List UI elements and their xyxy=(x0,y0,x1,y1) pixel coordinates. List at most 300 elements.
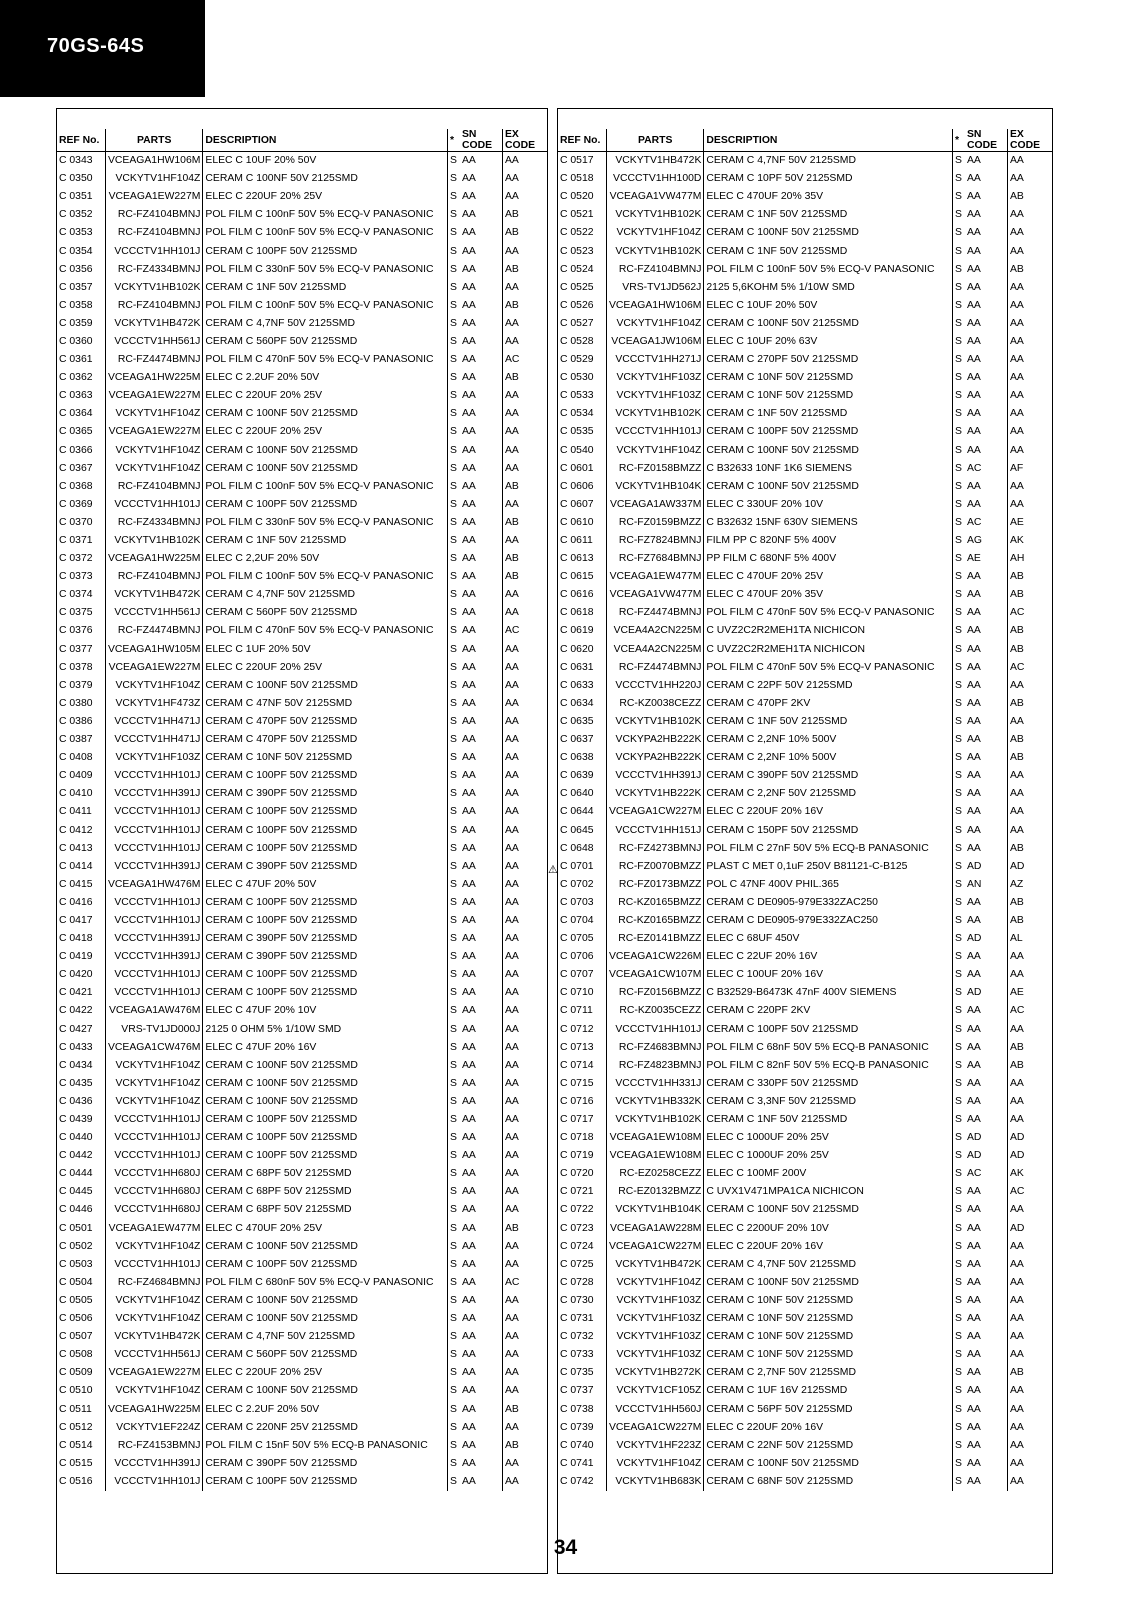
description-cell: CERAM C 390PF 50V 2125SMD xyxy=(203,785,448,803)
star-cell: S xyxy=(448,1129,461,1147)
sn-code-cell: AA xyxy=(462,860,476,872)
table-row xyxy=(558,695,1052,713)
table-row xyxy=(57,966,547,984)
table-row xyxy=(558,460,1052,478)
parts-cell: RC-FZ0158BMZZ xyxy=(607,460,704,478)
table-row xyxy=(57,1238,547,1256)
description-cell: ELEC C 10UF 20% 50V xyxy=(203,152,448,171)
ex-code-cell: AA xyxy=(1008,351,1053,369)
parts-cell: VCKYTV1HF104Z xyxy=(607,1274,704,1292)
description-cell: CERAM C 220PF 2KV xyxy=(704,1002,953,1020)
ref-cell: C 0718 xyxy=(560,1132,594,1144)
ex-code-cell: AA xyxy=(503,749,548,767)
ref-cell: C 0434 xyxy=(59,1059,93,1071)
description-cell: CERAM C 100NF 50V 2125SMD xyxy=(704,224,953,242)
ref-cell: C 0722 xyxy=(560,1204,594,1216)
star-cell: S xyxy=(448,387,461,405)
ex-code-cell: AA xyxy=(503,1238,548,1256)
table-row xyxy=(57,1473,547,1491)
ex-code-cell: AA xyxy=(1008,948,1053,966)
ref-cell: C 0534 xyxy=(560,408,594,420)
ref-cell: C 0509 xyxy=(59,1367,93,1379)
parts-cell: RC-FZ4683BMNJ xyxy=(607,1039,704,1057)
table-row xyxy=(57,514,547,532)
parts-cell: VCEAGA1VW477M xyxy=(607,188,704,206)
ex-code-cell: AA xyxy=(1008,1256,1053,1274)
description-cell: POL FILM C 100nF 50V 5% ECQ-V PANASONIC xyxy=(203,568,448,586)
star-cell: S xyxy=(953,1364,966,1382)
ref-cell: C 0418 xyxy=(59,933,93,945)
sn-code-cell: AC xyxy=(967,1168,982,1180)
parts-table-left-panel xyxy=(56,108,548,1574)
ex-code-cell: AA xyxy=(503,1364,548,1382)
table-row xyxy=(558,948,1052,966)
ref-cell: C 0640 xyxy=(560,788,594,800)
ex-code-cell: AB xyxy=(503,1220,548,1238)
parts-table-right-panel xyxy=(557,108,1053,1574)
star-cell: S xyxy=(953,677,966,695)
ex-code-cell: AA xyxy=(503,460,548,478)
ex-code-cell: AA xyxy=(1008,405,1053,423)
parts-cell: VCKYTV1HF223Z xyxy=(607,1437,704,1455)
star-cell: S xyxy=(448,803,461,821)
ref-cell: C 0633 xyxy=(560,679,594,691)
table-row xyxy=(57,858,547,876)
ex-code-cell: AB xyxy=(503,206,548,224)
sn-code-cell: AA xyxy=(462,191,476,203)
table-row xyxy=(558,261,1052,279)
ref-cell: C 0427 xyxy=(59,1023,93,1035)
ref-cell: C 0702 xyxy=(560,878,594,890)
star-cell: S xyxy=(953,460,966,478)
description-cell: CERAM C 560PF 50V 2125SMD xyxy=(203,333,448,351)
sn-code-cell: AA xyxy=(462,1421,476,1433)
header-sn-code: SN CODE xyxy=(965,129,1008,152)
table-row xyxy=(57,315,547,333)
ref-cell: C 0714 xyxy=(560,1059,594,1071)
parts-cell: VCKYTV1HB102K xyxy=(607,206,704,224)
description-cell: POL FILM C 470nF 50V 5% ECQ-V PANASONIC xyxy=(704,659,953,677)
ex-code-cell: AB xyxy=(1008,749,1053,767)
star-cell: S xyxy=(953,1473,966,1491)
parts-cell: VCEAGA1HW476M xyxy=(106,876,203,894)
parts-cell: RC-FZ4823BMNJ xyxy=(607,1057,704,1075)
star-cell: S xyxy=(953,586,966,604)
ref-cell: C 0620 xyxy=(560,643,594,655)
sn-code-cell: AA xyxy=(967,173,981,185)
star-cell: S xyxy=(953,423,966,441)
ex-code-cell: AA xyxy=(503,695,548,713)
parts-cell: VCKYTV1HB102K xyxy=(106,279,203,297)
star-cell: S xyxy=(448,188,461,206)
parts-cell: VCKYTV1HF104Z xyxy=(106,677,203,695)
parts-cell: VCKYTV1HF103Z xyxy=(607,1292,704,1310)
star-cell: S xyxy=(953,1346,966,1364)
ref-cell: C 0503 xyxy=(59,1258,93,1270)
table-row xyxy=(558,297,1052,315)
star-cell: S xyxy=(448,948,461,966)
ref-cell: C 0387 xyxy=(59,734,93,746)
sn-code-cell: AA xyxy=(462,1077,476,1089)
table-row xyxy=(558,858,1052,876)
ref-cell: C 0616 xyxy=(560,589,594,601)
star-cell: S xyxy=(448,1165,461,1183)
ref-cell: C 0711 xyxy=(560,1005,593,1017)
parts-cell: VCCCTV1HH561J xyxy=(106,333,203,351)
table-row xyxy=(57,876,547,894)
sn-code-cell: AA xyxy=(967,679,981,691)
description-cell: CERAM C 1NF 50V 2125SMD xyxy=(704,405,953,423)
description-cell: CERAM C 4,7NF 50V 2125SMD xyxy=(203,586,448,604)
parts-cell: RC-FZ4474BMNJ xyxy=(106,622,203,640)
parts-cell: VCCCTV1HH391J xyxy=(106,1455,203,1473)
sn-code-cell: AA xyxy=(462,155,476,167)
table-row xyxy=(57,1093,547,1111)
ref-cell: C 0412 xyxy=(59,824,93,836)
star-cell: S xyxy=(953,1165,966,1183)
sn-code-cell: AD xyxy=(967,1132,982,1144)
star-cell: S xyxy=(953,1075,966,1093)
sn-code-cell: AA xyxy=(967,281,981,293)
sn-code-cell: AA xyxy=(462,480,476,492)
star-cell: S xyxy=(448,224,461,242)
table-row xyxy=(558,1256,1052,1274)
ref-cell: C 0380 xyxy=(59,697,93,709)
table-row xyxy=(57,803,547,821)
ref-cell: C 0502 xyxy=(59,1240,93,1252)
sn-code-cell: AA xyxy=(462,1331,476,1343)
parts-cell: RC-FZ4104BMNJ xyxy=(106,224,203,242)
table-row xyxy=(57,188,547,206)
ex-code-cell: AB xyxy=(1008,894,1053,912)
table-row xyxy=(57,731,547,749)
ex-code-cell: AA xyxy=(503,1455,548,1473)
parts-cell: RC-FZ0156BMZZ xyxy=(607,984,704,1002)
star-cell: S xyxy=(448,894,461,912)
table-row xyxy=(57,1075,547,1093)
ex-code-cell: AA xyxy=(503,1075,548,1093)
parts-cell: VCEAGA1HW225M xyxy=(106,550,203,568)
parts-cell: VCKYTV1HF104Z xyxy=(106,1057,203,1075)
star-cell: S xyxy=(448,731,461,749)
ex-code-cell: AA xyxy=(503,1346,548,1364)
description-cell: CERAM C 1NF 50V 2125SMD xyxy=(704,242,953,260)
description-cell: CERAM C 2,2NF 10% 500V xyxy=(704,749,953,767)
ex-code-cell: AA xyxy=(1008,1382,1053,1400)
ex-code-cell: AA xyxy=(503,405,548,423)
description-cell: CERAM C 220NF 25V 2125SMD xyxy=(203,1419,448,1437)
ref-cell: C 0648 xyxy=(560,842,594,854)
table-row xyxy=(558,1129,1052,1147)
parts-cell: RC-FZ7684BMNJ xyxy=(607,550,704,568)
description-cell: CERAM C 56PF 50V 2125SMD xyxy=(704,1400,953,1418)
description-cell: CERAM C 3,3NF 50V 2125SMD xyxy=(704,1093,953,1111)
table-row xyxy=(57,948,547,966)
table-row xyxy=(558,496,1052,514)
ref-cell: C 0535 xyxy=(560,426,594,438)
parts-cell: VCEAGA1CW476M xyxy=(106,1039,203,1057)
parts-cell: VRS-TV1JD562J xyxy=(607,279,704,297)
description-cell: C UVX1V471MPA1CA NICHICON xyxy=(704,1183,953,1201)
star-cell: S xyxy=(953,170,966,188)
table-row xyxy=(57,333,547,351)
description-cell: CERAM C 470PF 2KV xyxy=(704,695,953,713)
description-cell: POL FILM C 82nF 50V 5% ECQ-B PANASONIC xyxy=(704,1057,953,1075)
star-cell: S xyxy=(448,206,461,224)
ref-cell: C 0354 xyxy=(59,245,93,257)
parts-cell: RC-EZ0141BMZZ xyxy=(607,930,704,948)
parts-cell: RC-FZ4474BMNJ xyxy=(607,659,704,677)
star-cell: S xyxy=(953,876,966,894)
ref-cell: C 0607 xyxy=(560,498,594,510)
parts-cell: VCCCTV1HH680J xyxy=(106,1201,203,1219)
ref-cell: C 0610 xyxy=(560,516,594,528)
ref-cell: C 0371 xyxy=(59,535,93,547)
table-row xyxy=(558,1346,1052,1364)
ref-cell: C 0707 xyxy=(560,969,594,981)
parts-cell: VCEAGA1VW477M xyxy=(607,586,704,604)
parts-cell: VCCCTV1HH471J xyxy=(106,713,203,731)
description-cell: ELEC C 220UF 20% 25V xyxy=(203,423,448,441)
ex-code-cell: AA xyxy=(503,1310,548,1328)
parts-cell: VCCCTV1HH101J xyxy=(106,242,203,260)
table-row xyxy=(57,1328,547,1346)
description-cell: ELEC C 1000UF 20% 25V xyxy=(704,1129,953,1147)
sn-code-cell: AA xyxy=(462,535,476,547)
sn-code-cell: AA xyxy=(462,390,476,402)
parts-cell: RC-FZ0173BMZZ xyxy=(607,876,704,894)
star-cell: S xyxy=(448,442,461,460)
description-cell: ELEC C 220UF 20% 25V xyxy=(203,387,448,405)
table-row xyxy=(57,1039,547,1057)
ex-code-cell: AA xyxy=(1008,369,1053,387)
star-cell: S xyxy=(448,641,461,659)
sn-code-cell: AA xyxy=(462,553,476,565)
description-cell: CERAM C 1NF 50V 2125SMD xyxy=(203,279,448,297)
description-cell: CERAM C 1NF 50V 2125SMD xyxy=(704,1111,953,1129)
table-row xyxy=(57,405,547,423)
parts-cell: VCKYTV1EF224Z xyxy=(106,1419,203,1437)
ex-code-cell: AA xyxy=(503,387,548,405)
description-cell: CERAM C DE0905-979E332ZAC250 xyxy=(704,894,953,912)
description-cell: CERAM C 100PF 50V 2125SMD xyxy=(704,1021,953,1039)
ref-cell: C 0446 xyxy=(59,1204,93,1216)
star-cell: S xyxy=(448,821,461,839)
page-number: 34 xyxy=(553,1536,578,1559)
parts-cell: VCEAGA1HW106M xyxy=(607,297,704,315)
star-cell: S xyxy=(448,1147,461,1165)
star-cell: S xyxy=(953,152,966,171)
ref-cell: C 0408 xyxy=(59,752,93,764)
table-row xyxy=(57,912,547,930)
sn-code-cell: AA xyxy=(462,896,476,908)
table-row xyxy=(57,785,547,803)
header-parts: PARTS xyxy=(607,129,704,152)
table-row xyxy=(57,1419,547,1437)
parts-cell: VCCCTV1HH101J xyxy=(106,1256,203,1274)
description-cell: CERAM C 10NF 50V 2125SMD xyxy=(704,1310,953,1328)
table-row xyxy=(57,1111,547,1129)
description-cell: CERAM C 100NF 50V 2125SMD xyxy=(203,460,448,478)
ref-cell: C 0631 xyxy=(560,661,594,673)
description-cell: PP FILM C 680NF 5% 400V xyxy=(704,550,953,568)
table-row xyxy=(57,1346,547,1364)
ex-code-cell: AA xyxy=(503,333,548,351)
parts-cell: VCKYTV1HF473Z xyxy=(106,695,203,713)
ref-cell: C 0411 xyxy=(59,806,92,818)
description-cell: C B32632 15NF 630V SIEMENS xyxy=(704,514,953,532)
parts-cell: VCKYTV1HB272K xyxy=(607,1364,704,1382)
description-cell: CERAM C 100NF 50V 2125SMD xyxy=(203,1093,448,1111)
parts-cell: VCCCTV1HH101J xyxy=(106,912,203,930)
description-cell: ELEC C 2.2UF 20% 50V xyxy=(203,1400,448,1418)
description-cell: CERAM C 4,7NF 50V 2125SMD xyxy=(203,1328,448,1346)
sn-code-cell: AA xyxy=(462,607,476,619)
star-cell: S xyxy=(953,1382,966,1400)
description-cell: CERAM C 100PF 50V 2125SMD xyxy=(203,1473,448,1491)
star-cell: S xyxy=(953,1328,966,1346)
ex-code-cell: AA xyxy=(503,767,548,785)
ex-code-cell: AB xyxy=(503,1437,548,1455)
table-row xyxy=(57,930,547,948)
sn-code-cell: AA xyxy=(462,335,476,347)
sn-code-cell: AA xyxy=(462,1204,476,1216)
ref-cell: C 0721 xyxy=(560,1186,594,1198)
table-row xyxy=(57,1201,547,1219)
description-cell: CERAM C 100PF 50V 2125SMD xyxy=(203,912,448,930)
sn-code-cell: AA xyxy=(967,806,981,818)
description-cell: CERAM C 100NF 50V 2125SMD xyxy=(203,1057,448,1075)
parts-cell: VCCCTV1HH101J xyxy=(106,767,203,785)
parts-cell: VCEAGA1CW227M xyxy=(607,1238,704,1256)
ex-code-cell: AB xyxy=(503,514,548,532)
table-row xyxy=(558,821,1052,839)
table-row xyxy=(57,659,547,677)
sn-code-cell: AA xyxy=(967,1421,981,1433)
sn-code-cell: AA xyxy=(462,245,476,257)
ex-code-cell: AA xyxy=(503,279,548,297)
parts-cell: VCEAGA1AW228M xyxy=(607,1220,704,1238)
parts-cell: VCEA4A2CN225M xyxy=(607,641,704,659)
sn-code-cell: AA xyxy=(967,480,981,492)
parts-cell: VCEAGA1EW227M xyxy=(106,387,203,405)
table-row xyxy=(558,677,1052,695)
header-description: DESCRIPTION xyxy=(203,129,448,152)
ex-code-cell: AC xyxy=(1008,1183,1053,1201)
description-cell: CERAM C 100NF 50V 2125SMD xyxy=(704,1201,953,1219)
ref-cell: C 0414 xyxy=(59,860,93,872)
ex-code-cell: AB xyxy=(1008,1039,1053,1057)
star-cell: S xyxy=(448,1075,461,1093)
sn-code-cell: AA xyxy=(967,1349,981,1361)
ref-cell: C 0526 xyxy=(560,299,594,311)
ex-code-cell: AA xyxy=(1008,387,1053,405)
sn-code-cell: AA xyxy=(967,1240,981,1252)
sn-code-cell: AA xyxy=(967,1457,981,1469)
sn-code-cell: AA xyxy=(967,155,981,167)
table-row xyxy=(57,622,547,640)
description-cell: ELEC C 100MF 200V xyxy=(704,1165,953,1183)
table-row xyxy=(57,1220,547,1238)
table-row xyxy=(558,622,1052,640)
table-row xyxy=(57,821,547,839)
description-cell: CERAM C 100PF 50V 2125SMD xyxy=(203,767,448,785)
star-cell: S xyxy=(953,333,966,351)
ex-code-cell: AA xyxy=(503,604,548,622)
sn-code-cell: AA xyxy=(967,914,981,926)
table-row xyxy=(57,1256,547,1274)
sn-code-cell: AA xyxy=(462,1294,476,1306)
star-cell: S xyxy=(953,442,966,460)
ref-cell: C 0738 xyxy=(560,1403,594,1415)
ex-code-cell: AA xyxy=(503,1057,548,1075)
star-cell: S xyxy=(953,224,966,242)
sn-code-cell: AA xyxy=(967,607,981,619)
table-row xyxy=(558,550,1052,568)
sn-code-cell: AD xyxy=(967,933,982,945)
table-row xyxy=(558,206,1052,224)
parts-cell: RC-KZ0038CEZZ xyxy=(607,695,704,713)
ex-code-cell: AB xyxy=(1008,586,1053,604)
parts-cell: RC-FZ4104BMNJ xyxy=(106,568,203,586)
sn-code-cell: AA xyxy=(967,1041,981,1053)
description-cell: CERAM C 100PF 50V 2125SMD xyxy=(203,984,448,1002)
sn-code-cell: AA xyxy=(462,842,476,854)
ref-cell: C 0353 xyxy=(59,227,93,239)
sn-code-cell: AA xyxy=(462,625,476,637)
description-cell: CERAM C 2,2NF 10% 500V xyxy=(704,731,953,749)
table-row xyxy=(558,785,1052,803)
description-cell: CERAM C 100PF 50V 2125SMD xyxy=(203,496,448,514)
description-cell: CERAM C 390PF 50V 2125SMD xyxy=(203,1455,448,1473)
sn-code-cell: AA xyxy=(967,335,981,347)
ex-code-cell: AA xyxy=(503,1129,548,1147)
sn-code-cell: AA xyxy=(462,1222,476,1234)
description-cell: 2125 5,6KOHM 5% 1/10W SMD xyxy=(704,279,953,297)
table-row xyxy=(558,1455,1052,1473)
parts-cell: VCKYTV1HB472K xyxy=(607,1256,704,1274)
parts-cell: VCEAGA1AW476M xyxy=(106,1002,203,1020)
table-row xyxy=(558,586,1052,604)
table-row xyxy=(57,297,547,315)
parts-cell: VCKYPA2HB222K xyxy=(607,731,704,749)
description-cell: POL FILM C 470nF 50V 5% ECQ-V PANASONIC xyxy=(203,622,448,640)
table-row xyxy=(57,1129,547,1147)
parts-cell: VCEAGA1JW106M xyxy=(607,333,704,351)
header-star: * xyxy=(953,129,966,152)
ex-code-cell: AD xyxy=(1008,1129,1053,1147)
sn-code-cell: AA xyxy=(462,173,476,185)
parts-cell: VCCCTV1HH101J xyxy=(106,966,203,984)
star-cell: S xyxy=(953,297,966,315)
star-cell: S xyxy=(448,405,461,423)
parts-cell: VCEAGA1EW227M xyxy=(106,188,203,206)
parts-cell: VCCCTV1HH101J xyxy=(607,1021,704,1039)
table-row xyxy=(57,442,547,460)
description-cell: CERAM C 100NF 50V 2125SMD xyxy=(203,1382,448,1400)
ex-code-cell: AA xyxy=(1008,803,1053,821)
ex-code-cell: AA xyxy=(503,586,548,604)
sn-code-cell: AA xyxy=(967,571,981,583)
star-cell: S xyxy=(953,1437,966,1455)
sn-code-cell: AA xyxy=(462,1403,476,1415)
table-row xyxy=(57,586,547,604)
table-row xyxy=(57,1274,547,1292)
star-cell: S xyxy=(448,423,461,441)
ref-cell: C 0409 xyxy=(59,770,93,782)
star-cell: S xyxy=(953,731,966,749)
parts-cell: VCKYTV1HF103Z xyxy=(106,749,203,767)
